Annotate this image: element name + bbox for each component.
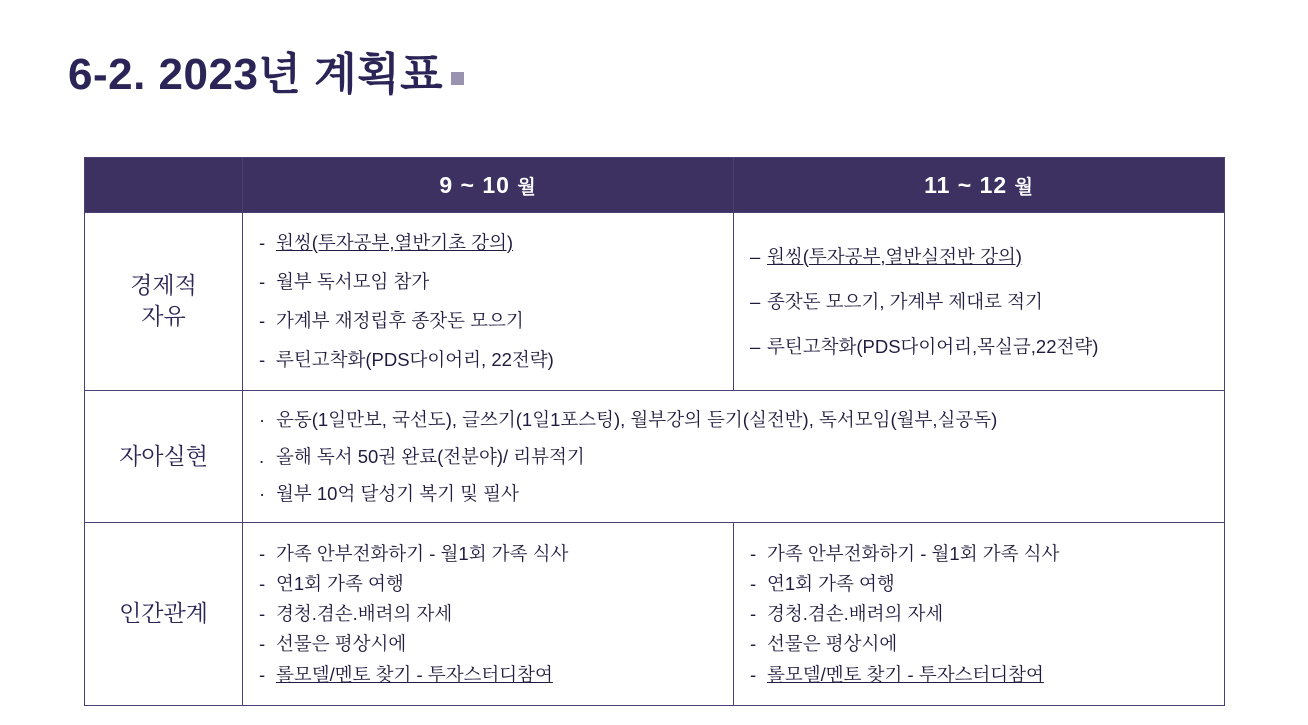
bullet-text: 경청.겸손.배려의 자세 [276,603,453,625]
row-label-relationships [85,522,243,705]
list-item [259,301,719,340]
cell-relationships-sep-oct [243,522,734,705]
table-header-corner [85,158,243,213]
bullet-text: 연1회 가족 여행 [276,573,404,595]
bullet-text: 가족 안부전화하기 - 월1회 가족 식사 [767,543,1060,565]
bullet-mark: - [259,573,266,595]
bullet-text: 선물은 평상시에 [767,633,898,655]
bullet-text: 원씽(투자공부,열반기초 강의) [276,232,514,253]
bullet-mark: - [259,310,266,332]
bullet-mark: - [259,349,266,371]
table-row [85,522,1225,705]
row-label-self-realization [85,390,243,522]
plan-table [84,157,1225,706]
cell-self-realization-content [243,391,1224,522]
bullet-mark: - [259,232,266,253]
bullet-list [259,401,1210,512]
title-square-icon [451,72,464,85]
bullet-list [750,539,1210,690]
table-header-nov-dec [734,158,1225,213]
bullet-mark: - [259,543,266,565]
cell-economic-nov-dec [734,213,1225,391]
list-item [750,324,1210,369]
list-item [259,438,1210,475]
table-header-sep-oct-range: 9 ~ 10 [439,171,510,198]
table-header-sep-oct [243,158,734,213]
bullet-mark: - [259,663,266,685]
bullet-mark: - [750,603,757,625]
list-item [259,599,719,629]
table-header-nov-dec-range: 11 ~ 12 [924,171,1008,198]
bullet-mark: - [750,543,757,565]
cell-economic-sep-oct [243,213,734,391]
row-label-economic-freedom-line1: 경제적 [130,272,197,299]
list-item [259,340,719,379]
cell-relationships-nov-dec [734,522,1225,705]
bullet-mark: - [259,603,266,625]
bullet-text: 운동(1일만보, 국선도), 글쓰기(1일1포스팅), 월부강의 듣기(실전반), 독서모임(월부,실공독) [276,408,998,430]
cell-economic-sep-oct-content [243,213,733,390]
bullet-list [259,539,719,690]
list-item [259,539,719,569]
page-title-text: 6-2. 2023년 계획표 [68,50,444,99]
page-title [68,38,464,102]
bullet-mark: - [750,633,757,655]
list-item [750,569,1210,599]
row-label-economic-freedom [85,213,243,391]
table-header-sep-oct-unit: 월 [517,176,537,198]
list-item [259,659,719,689]
list-item [259,262,719,301]
bullet-mark: - [750,663,757,685]
list-item [750,599,1210,629]
row-label-economic-freedom-line2: 자유 [141,303,186,330]
cell-relationships-nov-dec-content [734,529,1224,700]
bullet-text: 원씽(투자공부,열반실전반 강의) [767,245,1022,267]
bullet-text: 경청.겸손.배려의 자세 [767,603,944,625]
bullet-text: 선물은 평상시에 [276,633,407,655]
list-item [750,629,1210,659]
bullet-text: 루틴고착화(PDS다이어리, 22전략) [276,349,554,371]
bullet-mark: - [259,633,266,655]
bullet-text: 가계부 재정립후 종잣돈 모으기 [276,310,524,332]
table-row [85,213,1225,391]
bullet-text: 가족 안부전화하기 - 월1회 가족 식사 [276,543,569,565]
table-header-nov-dec-unit: 월 [1014,176,1034,198]
table-header-row [85,158,1225,213]
bullet-mark: – [750,245,761,267]
bullet-mark: · [259,482,266,504]
cell-relationships-sep-oct-content [243,529,733,700]
list-item [259,401,1210,438]
row-label-relationships-text: 인간관계 [119,600,208,627]
list-item [750,539,1210,569]
bullet-mark: - [259,271,266,293]
bullet-text: 루틴고착화(PDS다이어리,목실금,22전략) [767,335,1099,357]
bullet-list [750,234,1210,369]
table-row [85,390,1225,522]
bullet-mark: . [259,445,265,467]
bullet-text: 종잣돈 모으기, 가계부 제대로 적기 [767,290,1043,312]
bullet-text: 월부 10억 달성기 복기 및 필사 [276,482,519,504]
row-label-self-realization-text: 자아실현 [119,442,208,469]
cell-economic-nov-dec-content [734,224,1224,379]
list-item [750,659,1210,689]
list-item [259,223,719,262]
bullet-mark: · [259,408,266,430]
bullet-text: 롤모델/멘토 찾기 - 투자스터디참여 [767,663,1044,685]
bullet-mark: – [750,335,761,357]
list-item [750,234,1210,279]
list-item [259,475,1210,512]
bullet-text: 올해 독서 50권 완료(전분야)/ 리뷰적기 [276,445,585,467]
bullet-text: 롤모델/멘토 찾기 - 투자스터디참여 [276,663,553,685]
list-item [259,569,719,599]
bullet-mark: – [750,290,761,312]
list-item [750,279,1210,324]
bullet-list [259,223,719,380]
bullet-mark: - [750,573,757,595]
bullet-text: 연1회 가족 여행 [767,573,895,595]
cell-self-realization [243,390,1225,522]
bullet-text: 월부 독서모임 참가 [276,271,430,293]
list-item [259,629,719,659]
